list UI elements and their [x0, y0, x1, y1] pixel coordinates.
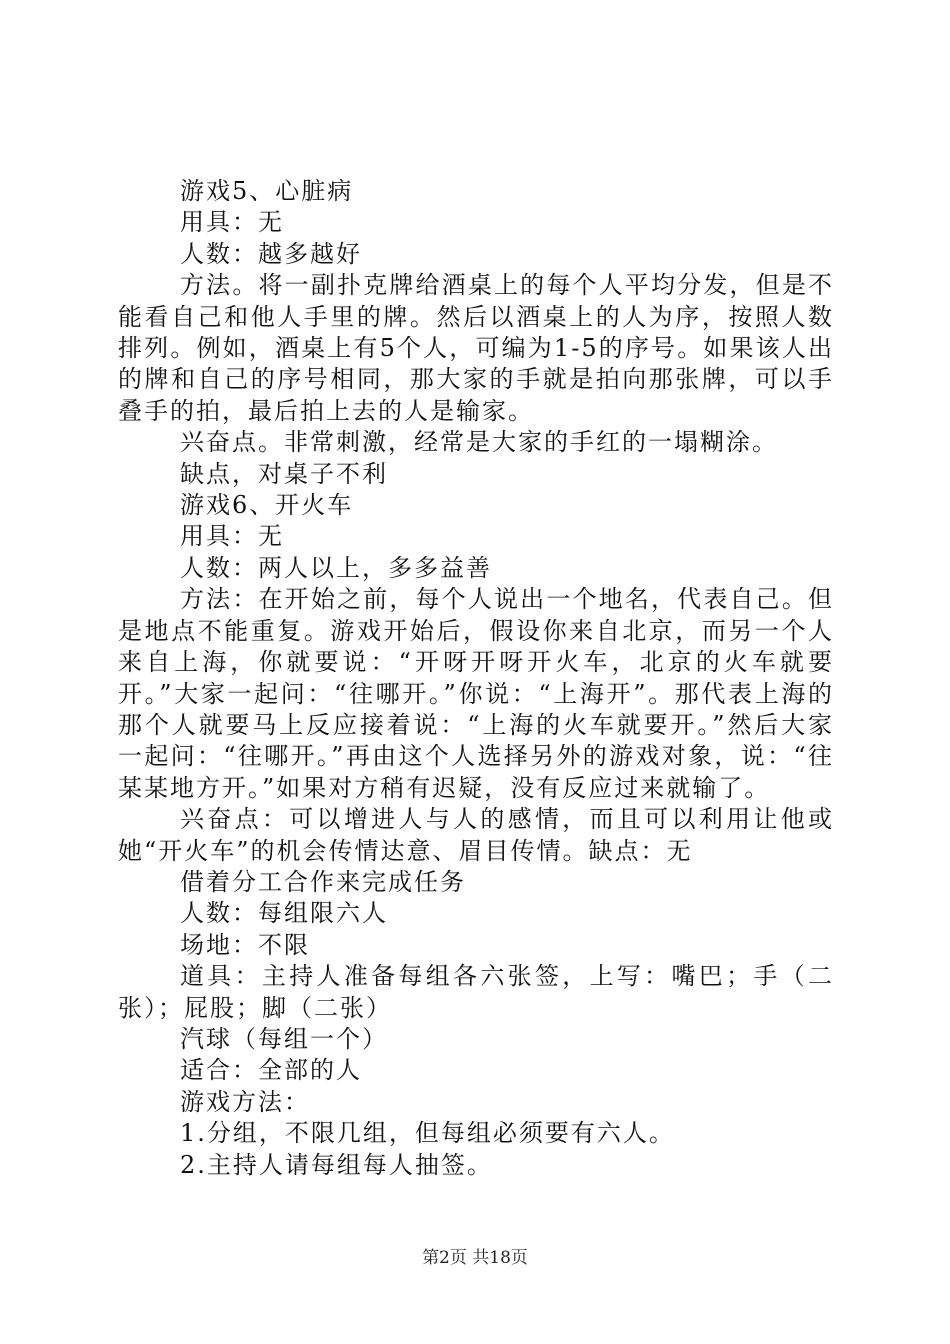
game-5-method: 方法。将一副扑克牌给酒桌上的每个人平均分发，但是不能看自己和他人手里的牌。然后以酒桌上的人为序，按照人数排列。例如，酒桌上有5个人，可编为1-5的序号。如果该人出的牌和自己的序号相同，那大家的手就是拍向那张牌，可以手叠手的拍，最后拍上去的人是输家。	[118, 271, 834, 425]
teamwork-suitable: 适合：全部的人	[180, 1056, 362, 1085]
game-5-drawback: 缺点，对桌子不利	[180, 459, 388, 488]
teamwork-balloon: 汽球（每组一个）	[180, 1024, 388, 1053]
teamwork-venue: 场地：不限	[180, 930, 310, 959]
game-5-highlight: 兴奋点。非常刺激，经常是大家的手红的一塌糊涂。	[180, 428, 778, 457]
heading-game-5: 游戏5、心脏病	[180, 177, 354, 205]
teamwork-step-1: 1.分组，不限几组，但每组必须要有六人。	[180, 1119, 675, 1148]
body-text	[118, 176, 834, 1181]
teamwork-step-2: 2.主持人请每组每人抽签。	[180, 1150, 493, 1179]
heading-game-6: 游戏6、开火车	[180, 491, 354, 520]
teamwork-game-title: 借着分工合作来完成任务	[180, 867, 466, 896]
game-6-equipment: 用具：无	[180, 522, 284, 551]
game-5-equipment: 用具：无	[180, 208, 284, 237]
game-6-highlight: 兴奋点：可以增进人与人的感情，而且可以利用让他或她“开火车”的机会传情达意、眉目传情。缺点：无	[118, 805, 834, 865]
teamwork-players: 人数：每组限六人	[180, 899, 388, 928]
game-6-players: 人数：两人以上，多多益善	[180, 553, 492, 582]
game-6-method: 方法：在开始之前，每个人说出一个地名，代表自己。但是地点不能重复。游戏开始后，假设你来自北京，而另一个人来自上海，你就要说：“开呀开呀开火车，北京的火车就要开。”大家一起问：“往哪开。”你说：“上海开”。那代表上海的那个人就要马上反应接着说：“上海的火车就要开。”然后大家一起问：“往哪开。”再由这个人选择另外的游戏对象，说：“往某某地方开。”如果对方稍有迟疑，没有反应过来就输了。	[118, 585, 834, 802]
page-footer: 第2页 共18页	[422, 1248, 528, 1268]
game-5-players: 人数：越多越好	[180, 239, 362, 268]
teamwork-props: 道具：主持人准备每组各六张签，上写：嘴巴；手（二张）；屁股；脚（二张）	[118, 962, 834, 1022]
teamwork-method-heading: 游戏方法：	[180, 1087, 310, 1116]
